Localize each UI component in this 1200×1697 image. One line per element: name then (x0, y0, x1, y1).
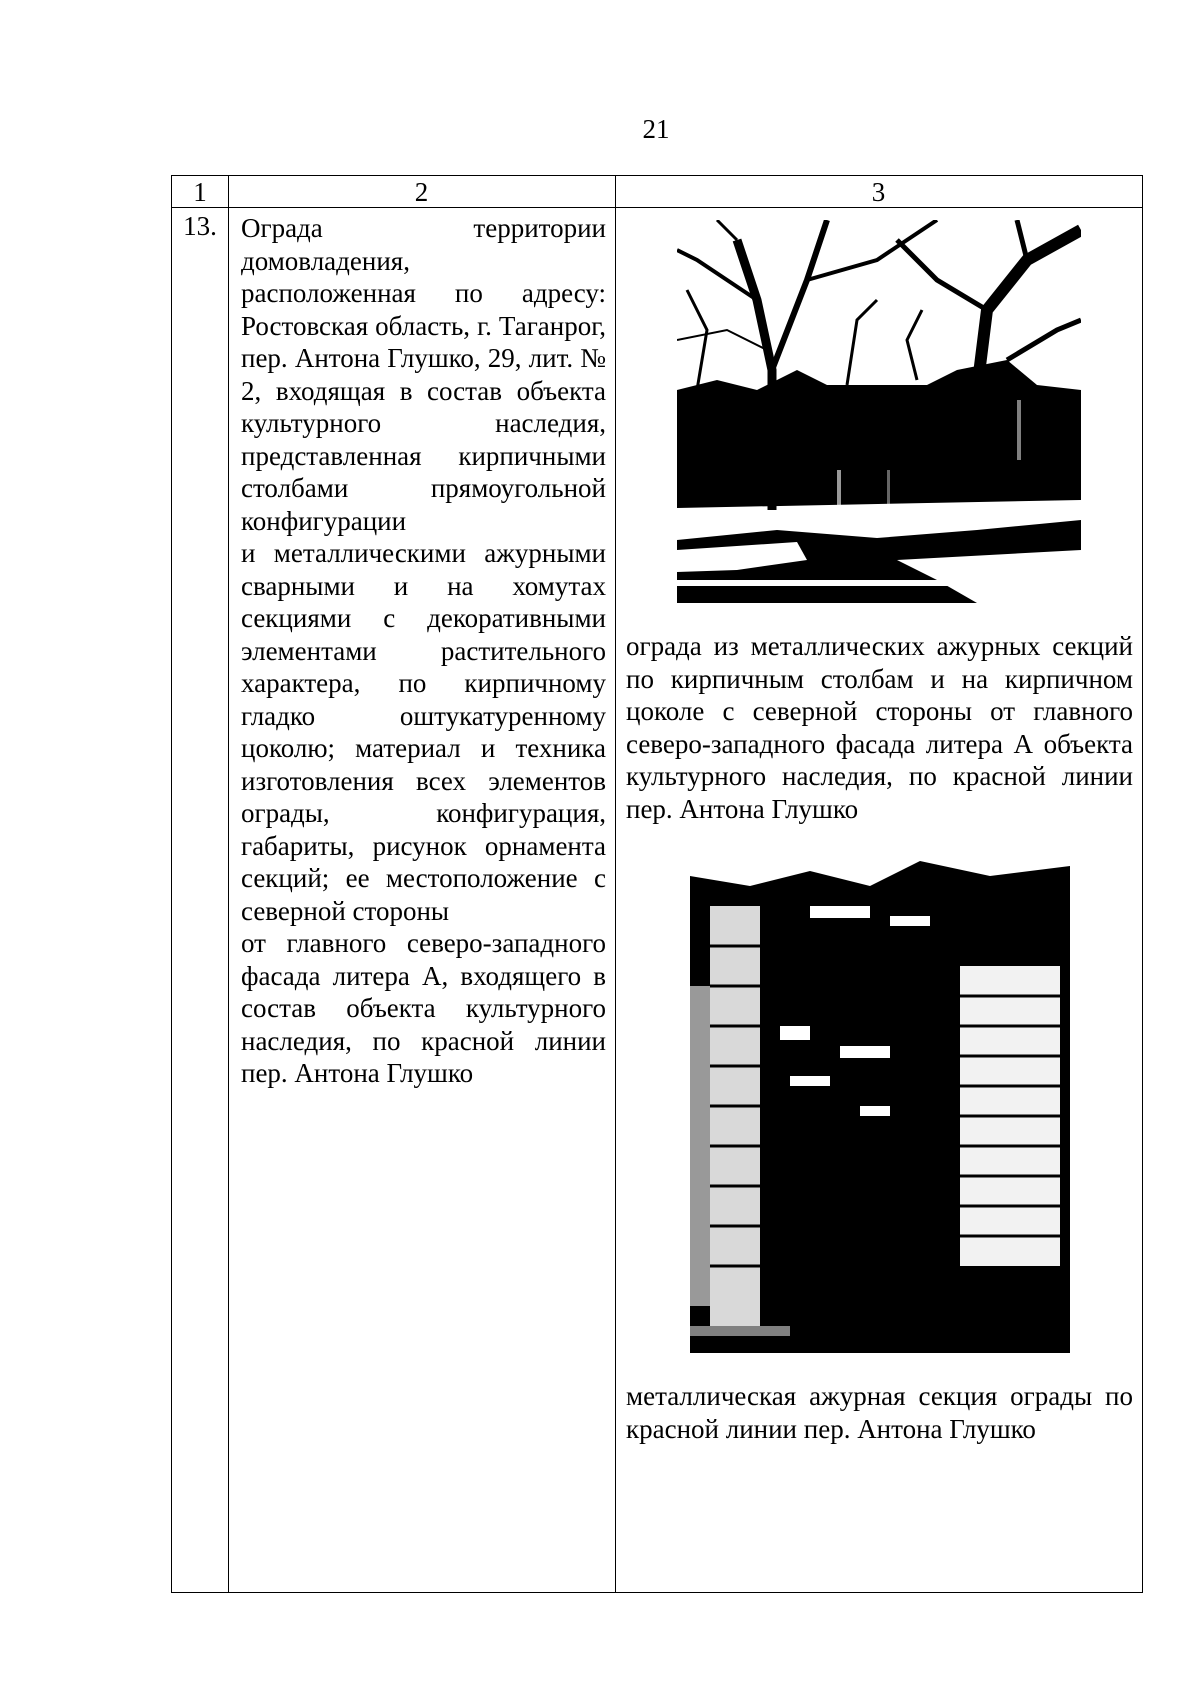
description-line: от главного северо-западного фасада литера А, входящего в состав объекта культурного наследия, по красной линии пер. Антона Глушко (241, 928, 606, 1088)
object-description (241, 212, 606, 1090)
fence-photo (677, 220, 1081, 603)
header-col-3: 3 (871, 177, 886, 207)
description-line: расположенная по адресу: Ростовская область, г. Таганрог, пер. Антона Глушко, 29, лит. № 2, входящая в состав объекта культурного наследия, представленная кирпичными столбами прямоугольной конфигурации (241, 278, 606, 536)
header-divider (172, 207, 1142, 208)
page-number: 21 (642, 114, 670, 144)
heritage-table (171, 175, 1143, 1593)
description-line: и металлическими ажурными сварными и на хомутах секциями с декоративными элементами растительного характера, по кирпичному гладко оштукатуренному цоколю; материал и техника изготовления всех элементов ограды, конфигурация, габариты, рисунок орнамента секций; ее местоположение с северной стороны (241, 538, 606, 926)
row-number: 13. (183, 211, 217, 241)
fence-section-photo-caption: металлическая ажурная секция ограды по красной линии пер. Антона Глушко (626, 1381, 1133, 1444)
fence-section-photo (690, 846, 1070, 1353)
header-col-2: 2 (414, 177, 429, 207)
column-divider (228, 176, 229, 1592)
column-divider (615, 176, 616, 1592)
description-line: домовладения, (241, 245, 410, 276)
description-line: Ограда территории (241, 213, 606, 243)
fence-photo-caption: ограда из металлических ажурных секций по кирпичным столбам и на кирпичном цоколе с северной стороны от главного северо-западного фасада литера А объекта культурного наследия, по красной линии пер. Антона Глушко (626, 631, 1133, 824)
header-col-1: 1 (193, 177, 207, 207)
